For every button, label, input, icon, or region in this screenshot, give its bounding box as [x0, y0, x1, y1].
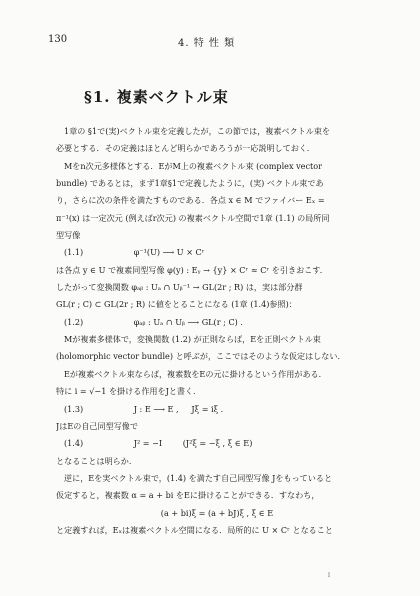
equation-line	[56, 244, 378, 261]
body-text	[56, 123, 378, 539]
text-line: Mをn次元多様体とする．EがM上の複素ベクトル束 (complex vector	[64, 160, 322, 171]
equation-number: (1.4)	[64, 438, 84, 449]
text-line: (holomorphic vector bundle) と呼ぶが，ここではそのような仮定はしない．	[56, 351, 346, 362]
text-line: 仮定すると，複素数 α = a + bi をEに掛けることができる．すなわち，	[56, 490, 320, 501]
text-line: となることは明らか．	[56, 455, 137, 466]
text-line: 型写像	[56, 230, 81, 241]
equation-text: φ⁻¹(U) ⟶ U × Cʳ	[108, 247, 205, 258]
page-number: 130	[48, 34, 68, 45]
text-line: bundle) であるとは，まず1章§1で定義したように，(実) ベクトル束であ	[56, 178, 324, 189]
text-line: (a + bi)ξ = (a + bJ)ξ , ξ ∈ E	[160, 507, 274, 518]
equation-line	[56, 401, 378, 418]
text-line: したがって変換関数 φₐᵦ : Uₐ ∩ Uᵦ⁻¹ → GL(2r ; R) は，実は部分群	[56, 282, 303, 293]
margin-mark: ｌ	[326, 572, 333, 579]
text-line: 特に i = √−1 を掛ける作用をJと書く．	[56, 386, 202, 397]
equation-text: φₐᵦ : Uₐ ∩ Uᵦ ⟶ GL(r ; C) .	[108, 316, 243, 327]
text-line: は各点 y ∈ U で複素同型写像 φ(y) : Eᵧ → {y} × Cʳ ≈ Cʳ を引きおこす．	[56, 264, 328, 275]
text-line: π⁻¹(x) は一定次元 (例えばr次元) の複素ベクトル空間で1章 (1.1) の局所同	[56, 212, 330, 223]
running-head: 4. 特 性 類	[178, 38, 236, 49]
equation-number: (1.2)	[64, 316, 84, 327]
equation-number: (1.3)	[64, 403, 84, 414]
equation-line	[56, 314, 378, 331]
text-line: JはEの自己同型写像で	[56, 420, 138, 431]
text-line: り，さらに次の条件を満たすものである．各点 x ∈ M でファイバー Eₓ =	[56, 195, 325, 206]
text-line: と定義すれば，Eₓは複素ベクトル空間になる．局所的に U × Cʳ となること	[56, 524, 333, 535]
text-line: Eが複素ベクトル束ならば，複素数をEの元に掛けるという作用がある．	[64, 368, 327, 379]
text-line: 必要とする．その定義はほとんど明らかであろうが一応説明しておく．	[56, 143, 315, 154]
section-title: §1. 複素ベクトル束	[84, 88, 229, 106]
equation-number: (1.1)	[64, 247, 84, 258]
text-line: GL(r ; C) ⊂ GL(2r ; R) に値をとることになる (1章 (1.4)参照)：	[56, 299, 297, 310]
equation-text: J² = −I (J²ξ = −ξ , ξ ∈ E)	[108, 438, 253, 449]
text-line: 1章の §1で(実)ベクトル束を定義したが，この節では，複素ベクトル束を	[64, 126, 331, 136]
text-line: Mが複素多様体で，変換関数 (1.2) が正則ならば，Eを正則ベクトル束	[64, 334, 321, 345]
equation-line	[56, 435, 378, 452]
equation-text: J : E ⟶ E , Jξ = iξ .	[108, 403, 224, 414]
text-line: 逆に，Eを実ベクトル束で，(1.4) を満たす自己同型写像 Jをもっていると	[64, 472, 333, 483]
